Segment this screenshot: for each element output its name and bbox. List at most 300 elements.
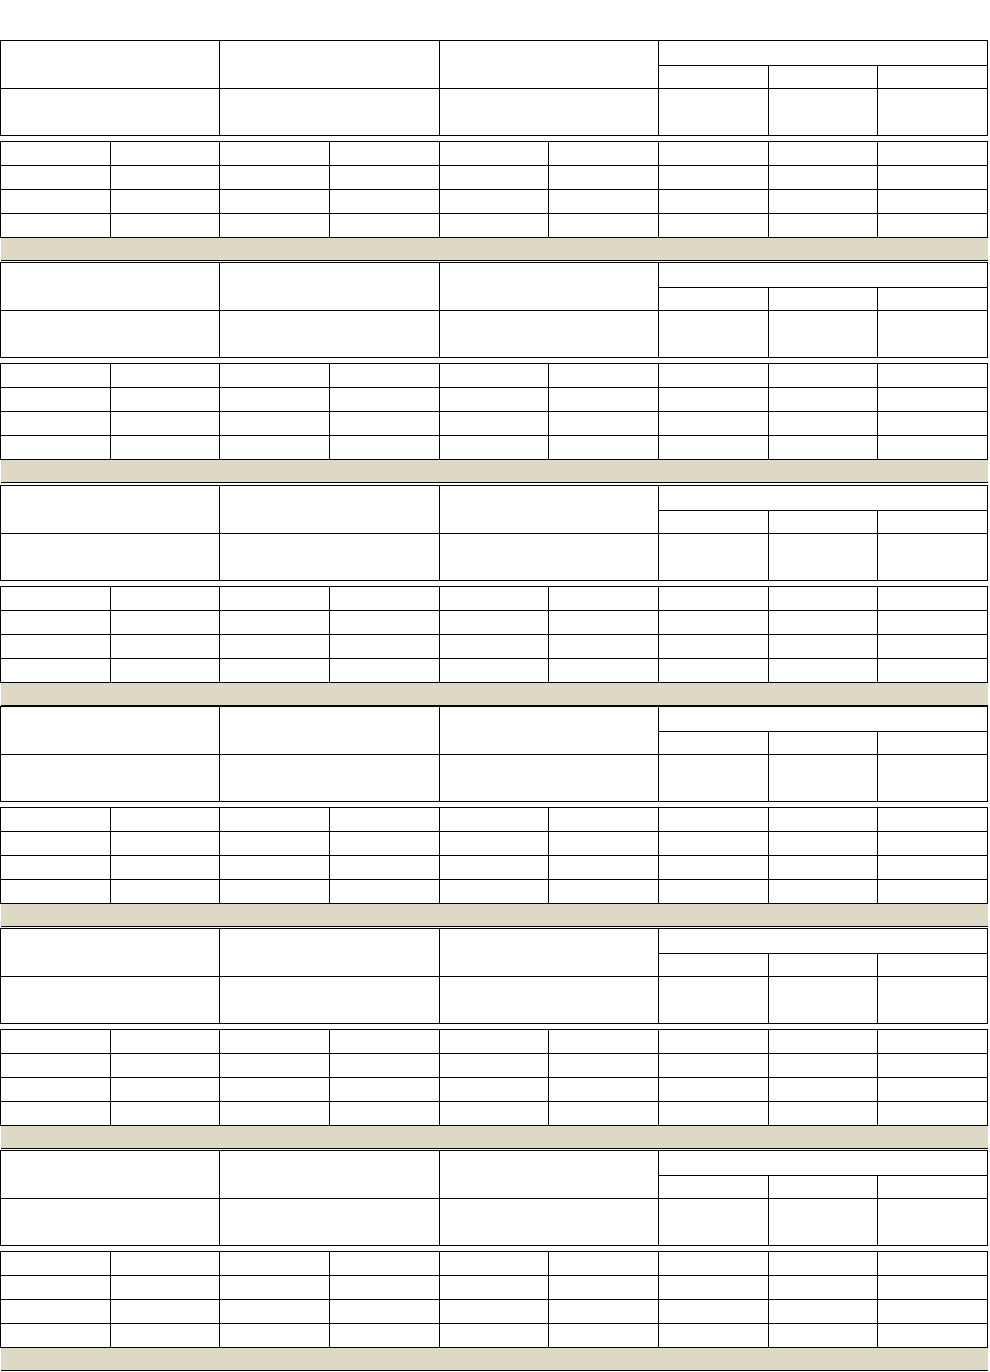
power-cell: [220, 1078, 330, 1102]
efficiency-row: [1, 214, 988, 238]
force-cell: [549, 1054, 659, 1078]
power-cell: [658, 856, 768, 880]
current-cell: [439, 587, 549, 611]
current-cell: [549, 142, 659, 166]
efficiency-cell: [768, 1102, 878, 1126]
axle4-header: [658, 66, 768, 89]
power-cell: [768, 1300, 878, 1324]
power-cell: [658, 1078, 768, 1102]
power-cell: [329, 412, 439, 436]
battery-value: [220, 311, 439, 358]
motor-type-header: [1, 263, 220, 311]
power-cell: [439, 635, 549, 659]
power-cell: [878, 635, 988, 659]
power-label: [1, 635, 111, 659]
force-cell: [549, 832, 659, 856]
weight-8-axle: [878, 977, 988, 1024]
axle6-header: [768, 732, 878, 755]
battery-header: [220, 1151, 439, 1199]
power-cell: [768, 1078, 878, 1102]
force-cell: [768, 388, 878, 412]
efficiency-row: [1, 880, 988, 904]
efficiency-cell: [878, 1102, 988, 1126]
efficiency-row: [1, 1102, 988, 1126]
efficiency-cell: [878, 214, 988, 238]
current-cell: [110, 1030, 220, 1054]
force-cell: [110, 166, 220, 190]
motor-model: [1, 1199, 220, 1246]
propeller-header: [439, 707, 658, 755]
current-cell: [658, 808, 768, 832]
current-cell: [549, 808, 659, 832]
current-cell: [439, 1252, 549, 1276]
force-cell: [549, 388, 659, 412]
force-label: [1, 611, 111, 635]
power-cell: [439, 190, 549, 214]
current-cell: [220, 1030, 330, 1054]
axle8-header: [878, 732, 988, 755]
current-cell: [220, 808, 330, 832]
axle6-header: [768, 288, 878, 311]
weight-6-axle: [768, 977, 878, 1024]
efficiency-row: [1, 436, 988, 460]
power-cell: [549, 1078, 659, 1102]
power-label: [1, 412, 111, 436]
force-cell: [220, 611, 330, 635]
current-cell: [549, 587, 659, 611]
force-label: [1, 1276, 111, 1300]
efficiency-cell: [658, 880, 768, 904]
weight-6-axle: [768, 89, 878, 136]
power-cell: [878, 1078, 988, 1102]
weight-6-axle: [768, 534, 878, 581]
motor-model: [1, 977, 220, 1024]
battery-header: [220, 707, 439, 755]
axle8-header: [878, 1176, 988, 1199]
takeoff-weight-header: [658, 41, 987, 66]
current-cell: [220, 1252, 330, 1276]
motor-model: [1, 534, 220, 581]
current-cell: [658, 1030, 768, 1054]
current-cell: [768, 1030, 878, 1054]
force-cell: [878, 1054, 988, 1078]
power-cell: [110, 190, 220, 214]
power-cell: [878, 190, 988, 214]
force-cell: [878, 832, 988, 856]
efficiency-cell: [110, 1324, 220, 1348]
propeller-value: [439, 89, 658, 136]
force-row: [1, 1276, 988, 1300]
current-cell: [768, 808, 878, 832]
force-cell: [439, 1054, 549, 1078]
section-divider: [1, 238, 988, 261]
efficiency-row: [1, 659, 988, 683]
force-cell: [220, 388, 330, 412]
axle8-header: [878, 66, 988, 89]
weight-8-axle: [878, 755, 988, 802]
power-cell: [220, 1300, 330, 1324]
current-cell: [329, 808, 439, 832]
section-divider: [1, 460, 988, 483]
current-cell: [768, 142, 878, 166]
power-cell: [768, 856, 878, 880]
weight-4-axle: [658, 534, 768, 581]
takeoff-weight-header: [658, 707, 987, 732]
propeller-value: [439, 534, 658, 581]
force-label: [1, 166, 111, 190]
efficiency-cell: [329, 214, 439, 238]
weight-4-axle: [658, 89, 768, 136]
motor-type-header: [1, 486, 220, 534]
force-cell: [220, 1276, 330, 1300]
weight-8-axle: [878, 89, 988, 136]
propeller-header: [439, 1151, 658, 1199]
efficiency-cell: [439, 659, 549, 683]
axle8-header: [878, 954, 988, 977]
takeoff-weight-header: [658, 1151, 987, 1176]
current-cell: [549, 1030, 659, 1054]
force-cell: [768, 166, 878, 190]
motor-model: [1, 755, 220, 802]
efficiency-cell: [439, 436, 549, 460]
propeller-header: [439, 263, 658, 311]
power-cell: [439, 412, 549, 436]
force-cell: [110, 1054, 220, 1078]
power-cell: [110, 1300, 220, 1324]
takeoff-weight-header: [658, 263, 987, 288]
power-cell: [220, 190, 330, 214]
current-cell: [439, 808, 549, 832]
force-label: [1, 388, 111, 412]
force-row: [1, 611, 988, 635]
efficiency-label: [1, 436, 111, 460]
force-row: [1, 388, 988, 412]
axle4-header: [658, 1176, 768, 1199]
efficiency-cell: [549, 659, 659, 683]
efficiency-cell: [549, 214, 659, 238]
current-cell: [439, 364, 549, 388]
current-cell: [549, 364, 659, 388]
power-cell: [658, 190, 768, 214]
current-cell: [658, 142, 768, 166]
axle6-header: [768, 511, 878, 534]
section-divider: [1, 1126, 988, 1149]
power-cell: [110, 412, 220, 436]
efficiency-cell: [220, 659, 330, 683]
current-row: [1, 364, 988, 388]
efficiency-cell: [658, 659, 768, 683]
power-label: [1, 190, 111, 214]
power-cell: [439, 1300, 549, 1324]
axle4-header: [658, 511, 768, 534]
axle6-header: [768, 954, 878, 977]
current-cell: [110, 142, 220, 166]
efficiency-label: [1, 659, 111, 683]
battery-value: [220, 534, 439, 581]
efficiency-cell: [768, 436, 878, 460]
efficiency-cell: [220, 436, 330, 460]
power-cell: [329, 856, 439, 880]
force-cell: [878, 1276, 988, 1300]
power-label: [1, 856, 111, 880]
current-row: [1, 587, 988, 611]
power-row: [1, 412, 988, 436]
power-label: [1, 1078, 111, 1102]
force-cell: [329, 611, 439, 635]
current-cell: [658, 364, 768, 388]
force-cell: [658, 166, 768, 190]
weight-6-axle: [768, 311, 878, 358]
force-cell: [439, 388, 549, 412]
force-label: [1, 832, 111, 856]
efficiency-cell: [329, 659, 439, 683]
force-cell: [110, 388, 220, 412]
power-cell: [220, 412, 330, 436]
force-cell: [549, 166, 659, 190]
power-cell: [220, 856, 330, 880]
efficiency-cell: [329, 880, 439, 904]
force-cell: [878, 611, 988, 635]
power-cell: [110, 856, 220, 880]
efficiency-cell: [220, 880, 330, 904]
current-cell: [439, 142, 549, 166]
motor-model: [1, 311, 220, 358]
power-row: [1, 1300, 988, 1324]
axle8-header: [878, 288, 988, 311]
efficiency-cell: [329, 1324, 439, 1348]
current-label: [1, 808, 111, 832]
current-cell: [329, 1030, 439, 1054]
current-label: [1, 364, 111, 388]
force-cell: [549, 611, 659, 635]
current-cell: [439, 1030, 549, 1054]
motor-type-header: [1, 707, 220, 755]
battery-value: [220, 89, 439, 136]
current-cell: [220, 142, 330, 166]
motor-test-table: [0, 262, 988, 483]
power-cell: [549, 412, 659, 436]
axle8-header: [878, 511, 988, 534]
efficiency-cell: [110, 1102, 220, 1126]
power-cell: [220, 635, 330, 659]
efficiency-cell: [220, 1324, 330, 1348]
current-cell: [878, 142, 988, 166]
efficiency-cell: [549, 1102, 659, 1126]
force-cell: [329, 166, 439, 190]
current-cell: [220, 364, 330, 388]
force-cell: [658, 1276, 768, 1300]
efficiency-cell: [878, 880, 988, 904]
force-cell: [329, 388, 439, 412]
efficiency-cell: [439, 214, 549, 238]
force-cell: [439, 166, 549, 190]
current-cell: [110, 587, 220, 611]
current-cell: [658, 1252, 768, 1276]
force-row: [1, 832, 988, 856]
motor-test-table: [0, 485, 988, 706]
efficiency-label: [1, 1102, 111, 1126]
force-cell: [878, 166, 988, 190]
current-cell: [878, 587, 988, 611]
force-row: [1, 166, 988, 190]
propeller-value: [439, 755, 658, 802]
current-cell: [768, 587, 878, 611]
efficiency-cell: [110, 659, 220, 683]
power-cell: [658, 412, 768, 436]
efficiency-row: [1, 1324, 988, 1348]
force-cell: [549, 1276, 659, 1300]
current-label: [1, 587, 111, 611]
axle4-header: [658, 288, 768, 311]
weight-4-axle: [658, 311, 768, 358]
power-cell: [768, 190, 878, 214]
power-cell: [329, 635, 439, 659]
force-cell: [110, 1276, 220, 1300]
battery-header: [220, 41, 439, 89]
power-cell: [549, 1300, 659, 1324]
efficiency-cell: [439, 1102, 549, 1126]
power-row: [1, 635, 988, 659]
current-cell: [329, 142, 439, 166]
efficiency-cell: [110, 214, 220, 238]
propeller-header: [439, 486, 658, 534]
efficiency-cell: [329, 1102, 439, 1126]
force-cell: [110, 832, 220, 856]
force-cell: [329, 832, 439, 856]
force-cell: [878, 388, 988, 412]
force-cell: [658, 1054, 768, 1078]
force-cell: [658, 832, 768, 856]
power-cell: [878, 412, 988, 436]
propeller-value: [439, 977, 658, 1024]
motor-model: [1, 89, 220, 136]
efficiency-cell: [220, 214, 330, 238]
battery-header: [220, 486, 439, 534]
efficiency-cell: [329, 436, 439, 460]
current-cell: [658, 587, 768, 611]
force-cell: [220, 166, 330, 190]
force-cell: [768, 832, 878, 856]
motor-test-table: [0, 1150, 988, 1371]
weight-4-axle: [658, 1199, 768, 1246]
current-cell: [878, 1252, 988, 1276]
force-cell: [768, 1054, 878, 1078]
efficiency-cell: [658, 1102, 768, 1126]
efficiency-cell: [658, 436, 768, 460]
propeller-value: [439, 1199, 658, 1246]
efficiency-label: [1, 880, 111, 904]
efficiency-label: [1, 1324, 111, 1348]
weight-8-axle: [878, 311, 988, 358]
force-cell: [768, 1276, 878, 1300]
weight-6-axle: [768, 1199, 878, 1246]
force-cell: [110, 611, 220, 635]
current-cell: [768, 364, 878, 388]
current-cell: [110, 1252, 220, 1276]
motor-test-table: [0, 706, 988, 927]
efficiency-cell: [658, 1324, 768, 1348]
current-cell: [220, 587, 330, 611]
weight-4-axle: [658, 977, 768, 1024]
current-cell: [768, 1252, 878, 1276]
power-cell: [768, 412, 878, 436]
force-cell: [439, 832, 549, 856]
efficiency-cell: [110, 436, 220, 460]
force-cell: [658, 388, 768, 412]
axle4-header: [658, 732, 768, 755]
motor-test-table: [0, 928, 988, 1149]
current-cell: [329, 587, 439, 611]
power-cell: [768, 635, 878, 659]
efficiency-cell: [768, 214, 878, 238]
motor-test-table: [0, 40, 988, 261]
current-row: [1, 142, 988, 166]
page-title: [0, 0, 990, 40]
power-cell: [549, 635, 659, 659]
efficiency-cell: [768, 1324, 878, 1348]
propeller-value: [439, 311, 658, 358]
axle6-header: [768, 1176, 878, 1199]
power-cell: [878, 1300, 988, 1324]
weight-8-axle: [878, 1199, 988, 1246]
current-cell: [878, 1030, 988, 1054]
power-cell: [658, 635, 768, 659]
takeoff-weight-header: [658, 929, 987, 954]
power-cell: [110, 1078, 220, 1102]
force-cell: [658, 611, 768, 635]
power-cell: [329, 1300, 439, 1324]
power-cell: [329, 190, 439, 214]
efficiency-cell: [878, 436, 988, 460]
section-divider: [1, 1348, 988, 1371]
force-cell: [439, 611, 549, 635]
current-cell: [329, 1252, 439, 1276]
force-cell: [220, 1054, 330, 1078]
efficiency-cell: [549, 436, 659, 460]
current-row: [1, 808, 988, 832]
efficiency-cell: [768, 880, 878, 904]
force-label: [1, 1054, 111, 1078]
power-cell: [658, 1300, 768, 1324]
current-label: [1, 1030, 111, 1054]
section-divider: [1, 904, 988, 927]
current-row: [1, 1030, 988, 1054]
motor-type-header: [1, 1151, 220, 1199]
force-cell: [768, 611, 878, 635]
current-cell: [878, 808, 988, 832]
power-cell: [439, 1078, 549, 1102]
weight-4-axle: [658, 755, 768, 802]
efficiency-cell: [658, 214, 768, 238]
axle4-header: [658, 954, 768, 977]
power-row: [1, 856, 988, 880]
current-label: [1, 1252, 111, 1276]
takeoff-weight-header: [658, 486, 987, 511]
efficiency-cell: [549, 1324, 659, 1348]
battery-header: [220, 263, 439, 311]
power-cell: [878, 856, 988, 880]
propeller-header: [439, 929, 658, 977]
current-cell: [110, 808, 220, 832]
efficiency-label: [1, 214, 111, 238]
efficiency-cell: [439, 1324, 549, 1348]
motor-type-header: [1, 41, 220, 89]
force-cell: [220, 832, 330, 856]
power-row: [1, 190, 988, 214]
efficiency-cell: [768, 659, 878, 683]
battery-value: [220, 755, 439, 802]
force-row: [1, 1054, 988, 1078]
